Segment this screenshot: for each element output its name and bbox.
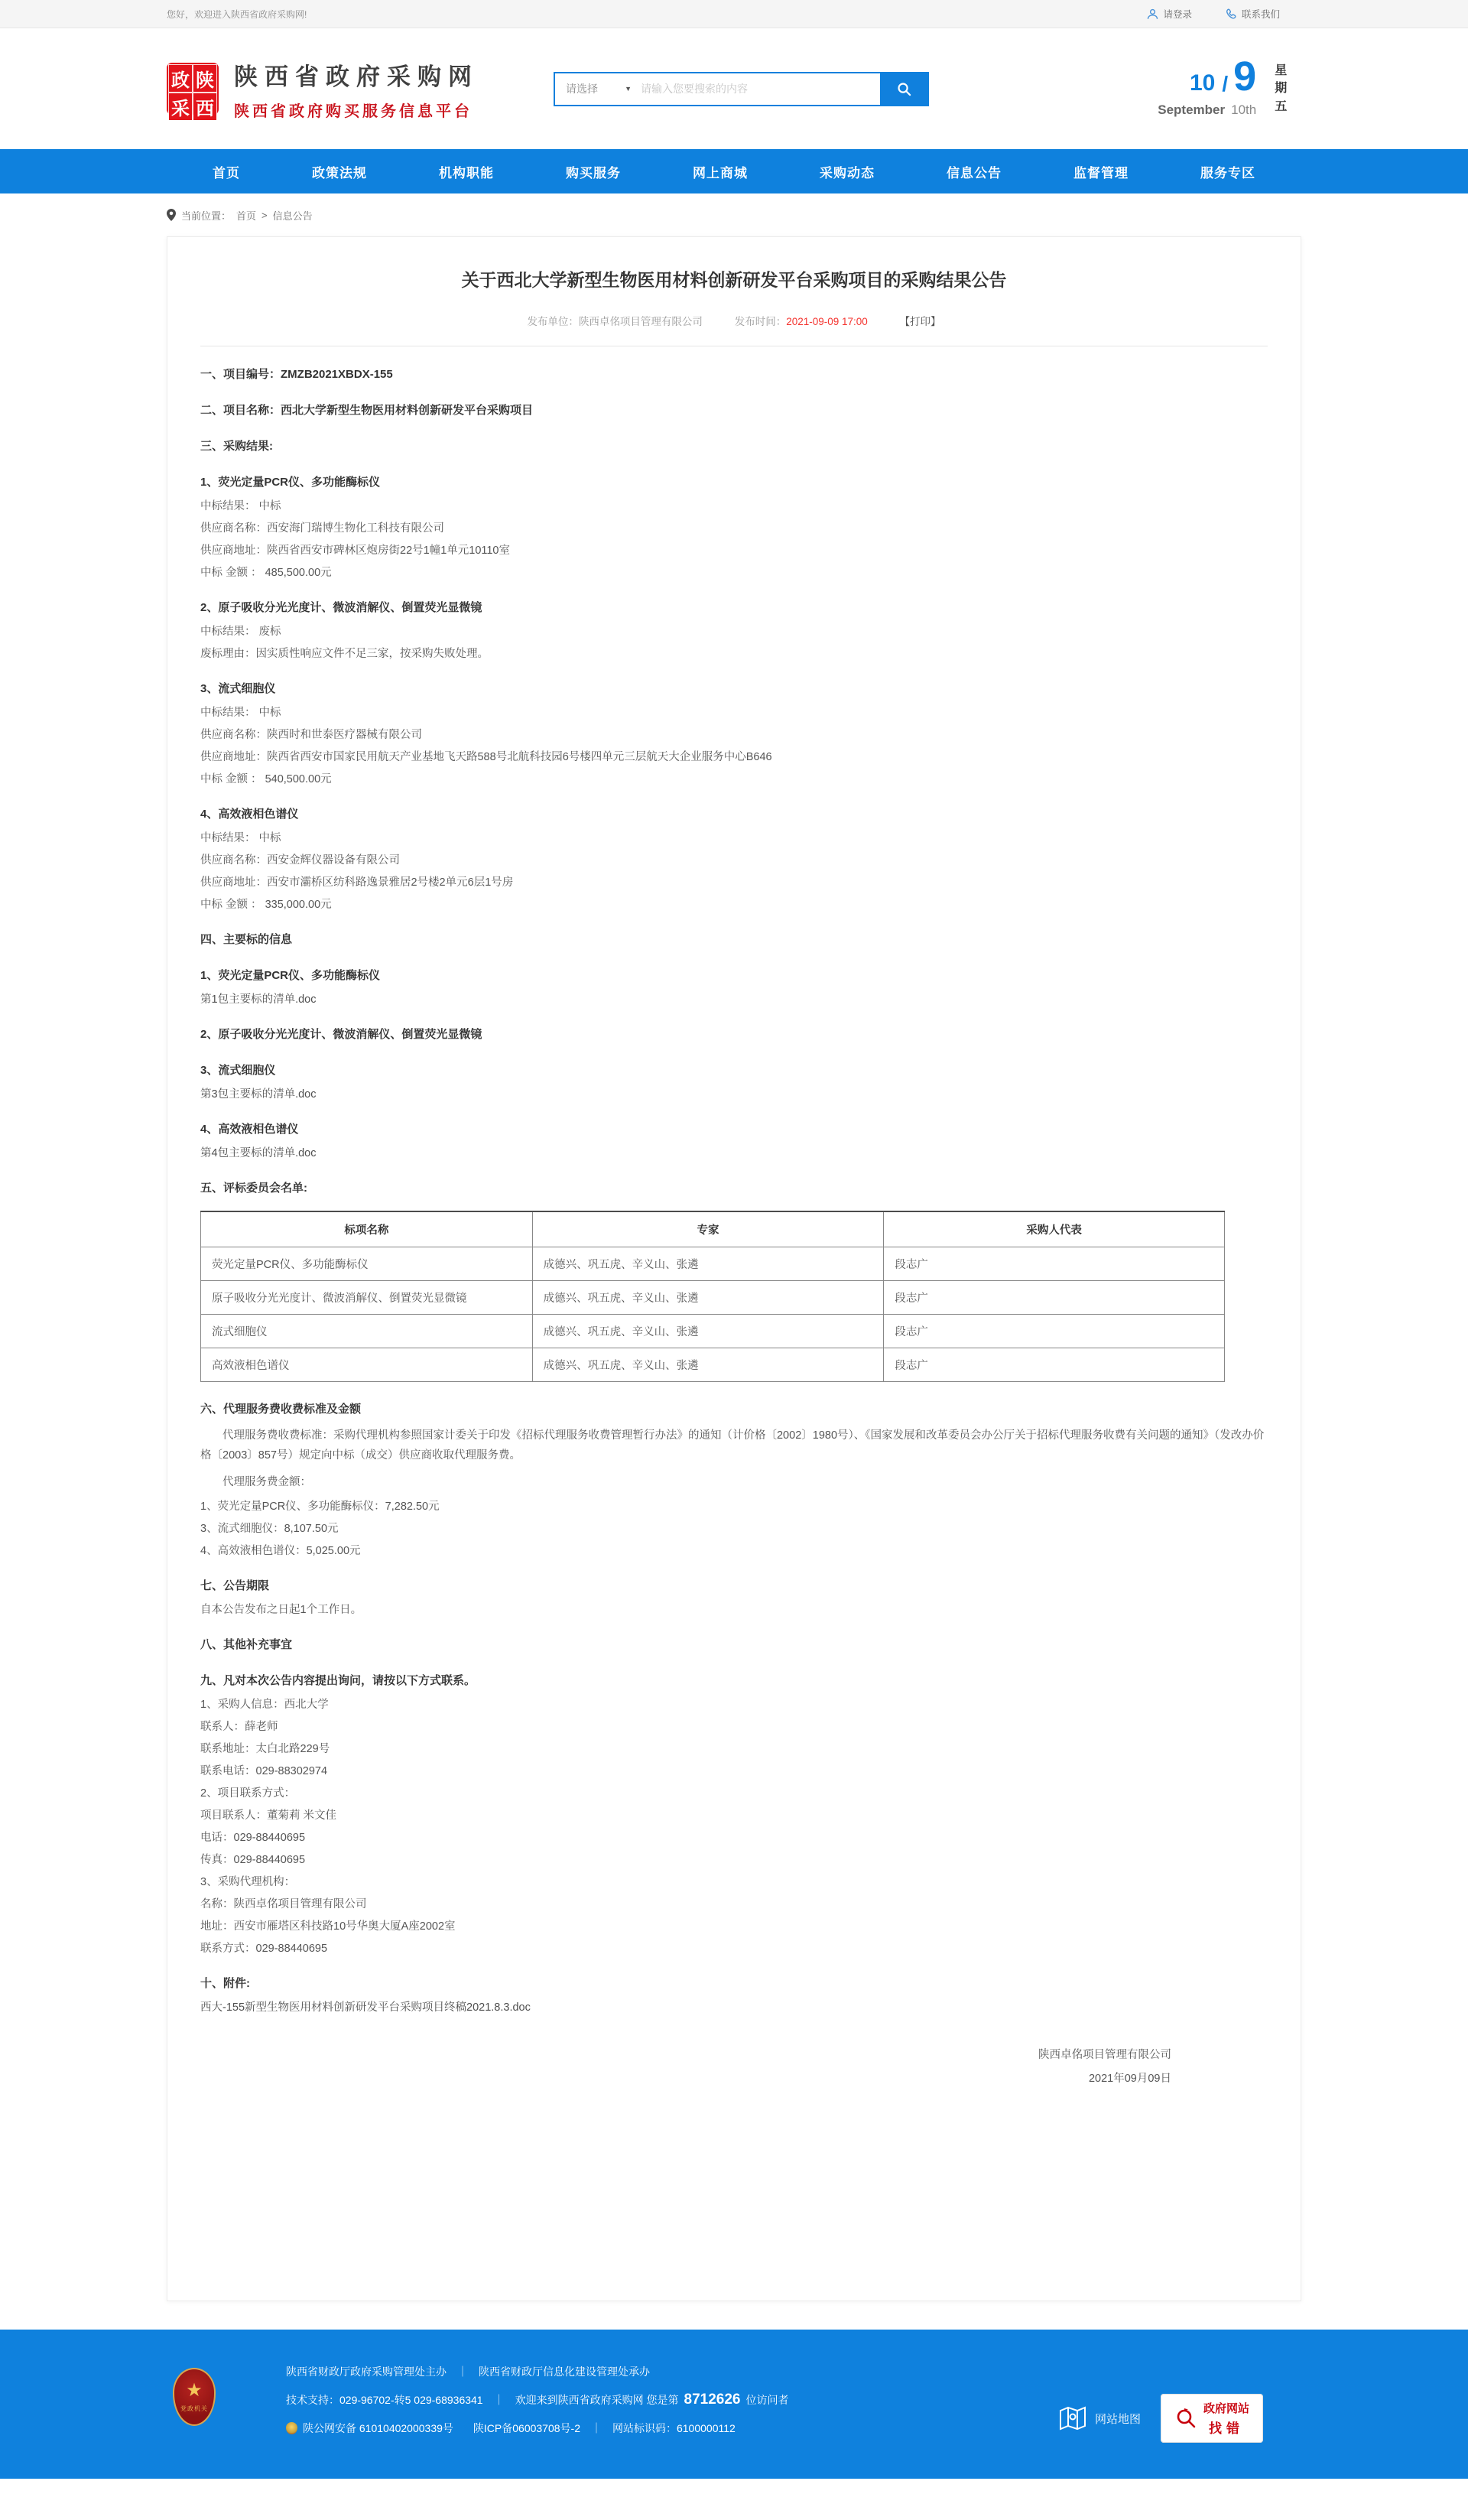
nav-item-4[interactable]: 网上商城 <box>693 165 748 180</box>
table-header-cell: 标项名称 <box>201 1211 533 1247</box>
announcement-card <box>167 236 1301 2301</box>
login-link[interactable] <box>1147 7 1192 21</box>
caret-down-icon: ▼ <box>625 85 632 93</box>
location-pin-icon <box>167 209 176 221</box>
site-code: 网站标识码：6100000112 <box>612 2422 736 2434</box>
footer-host: 陕西省财政厅政府采购管理处主办 <box>286 2366 447 2378</box>
section-heading: 1、荧光定量PCR仪、多功能酶标仪 <box>200 969 381 983</box>
breadcrumb-separator: > <box>261 209 268 221</box>
nav-item-7[interactable]: 监督管理 <box>1073 165 1129 180</box>
site-title: 陕西省政府采购网 <box>234 63 479 90</box>
publisher-value: 陕西卓佲项目管理有限公司 <box>578 316 703 328</box>
footer-support: 技术支持：029-96702-转5 029-68936341 <box>286 2394 483 2406</box>
body-line: 联系地址：太白北路229号 <box>200 1743 330 1756</box>
table-cell: 原子吸收分光光度计、微波消解仪、倒置荧光显微镜 <box>201 1281 533 1315</box>
login-label: 请登录 <box>1163 9 1192 20</box>
date-widget <box>1158 54 1288 118</box>
table-row <box>201 1281 1225 1315</box>
breadcrumb-label: 当前位置： <box>181 210 232 222</box>
footer-beian-line <box>286 2421 788 2435</box>
section-heading: 九、凡对本次公告内容提出询问，请按以下方式联系。 <box>200 1674 476 1688</box>
body-line: 代理服务费收费标准：采购代理机构参照国家计委关于印发《招标代理服务收费管理暂行办法》的通知（计价格〔2002〕1980号）、《国家发展和改革委员会办公厅关于招标代理服务收费有关问题的通知》（发改办价格〔2003〕857号）规定向中标（成交）供应商收取代理服务费。 <box>200 1429 1265 1462</box>
attachment-link[interactable]: 第1包主要标的清单.doc <box>200 993 317 1006</box>
breadcrumb-home[interactable]: 首页 <box>236 210 257 222</box>
date-month-name: September <box>1158 102 1226 117</box>
body-line: 供应商地址：西安市灞桥区纺科路逸景雅居2号楼2单元6层1号房 <box>200 876 514 889</box>
phone-icon <box>1226 8 1237 20</box>
table-cell: 段志广 <box>884 1281 1225 1315</box>
evaluation-committee-table <box>200 1211 1225 1382</box>
section-heading: 七、公告期限 <box>200 1579 270 1593</box>
nav-item-5[interactable]: 采购动态 <box>820 165 875 180</box>
table-cell: 段志广 <box>884 1247 1225 1281</box>
footer-welcome-suffix: 位访问者 <box>745 2394 789 2406</box>
section-heading: 1、荧光定量PCR仪、多功能酶标仪 <box>200 476 381 489</box>
contact-label: 联系我们 <box>1241 9 1280 20</box>
emblem-star-icon: ★ <box>186 2379 203 2401</box>
page-footer <box>0 2330 1468 2479</box>
body-line: 传真：029-88440695 <box>200 1854 306 1867</box>
table-cell: 段志广 <box>884 1348 1225 1382</box>
table-cell: 流式细胞仪 <box>201 1315 533 1348</box>
section-heading: 三、采购结果: <box>200 440 273 454</box>
table-row <box>201 1247 1225 1281</box>
body-line: 4、高效液相色谱仪：5,025.00元 <box>200 1545 361 1558</box>
table-cell: 成德兴、巩五虎、辛义山、张遴 <box>532 1247 884 1281</box>
date-slash: / <box>1222 71 1229 96</box>
body-line: 2、项目联系方式： <box>200 1787 296 1800</box>
search-icon <box>896 81 912 97</box>
table-cell: 荧光定量PCR仪、多功能酶标仪 <box>201 1247 533 1281</box>
nav-item-0[interactable]: 首页 <box>213 165 240 180</box>
section-heading: 4、高效液相色谱仪 <box>200 808 299 821</box>
body-line: 电话：029-88440695 <box>200 1832 306 1845</box>
publish-time-value: 2021-09-09 17:00 <box>786 316 868 328</box>
body-line: 1、采购人信息：西北大学 <box>200 1699 329 1712</box>
table-header-cell: 专家 <box>532 1211 884 1247</box>
body-line: 中标结果： 中标 <box>200 832 281 845</box>
body-line: 供应商地址：陕西省西安市碑林区炮房街22号1幢1单元10110室 <box>200 545 510 558</box>
site-subtitle: 陕西省政府购买服务信息平台 <box>234 102 473 120</box>
signature-company: 陕西卓佲项目管理有限公司 <box>1038 2049 1171 2062</box>
page-title: 关于西北大学新型生物医用材料创新研发平台采购项目的采购结果公告 <box>461 270 1007 290</box>
sitemap-label: 网站地图 <box>1094 2412 1141 2426</box>
table-header-cell: 采购人代表 <box>884 1211 1225 1247</box>
top-bar <box>0 0 1468 28</box>
section-heading: 十、附件: <box>200 1977 250 1991</box>
body-line: 中标结果： 中标 <box>200 707 281 720</box>
contact-link[interactable] <box>1226 7 1280 21</box>
print-button[interactable]: 【打印】 <box>899 316 941 328</box>
error-magnifier-icon <box>1174 2407 1197 2430</box>
footer-separator: ｜ <box>493 2394 505 2406</box>
section-heading: 一、项目编号：ZMZB2021XBDX-155 <box>200 368 393 382</box>
table-cell: 高效液相色谱仪 <box>201 1348 533 1382</box>
section-heading: 八、其他补充事宜 <box>200 1638 293 1652</box>
table-cell: 成德兴、巩五虎、辛义山、张遴 <box>532 1315 884 1348</box>
section-heading: 二、项目名称：西北大学新型生物医用材料创新研发平台采购项目 <box>200 404 534 418</box>
body-line: 废标理由：因实质性响应文件不足三家，按采购失败处理。 <box>200 648 489 661</box>
logo-char: 采 <box>169 93 192 120</box>
body-line: 供应商名称：西安海门瑞博生物化工科技有限公司 <box>200 522 444 535</box>
nav-item-3[interactable]: 购买服务 <box>566 165 621 180</box>
welcome-text: 您好，欢迎进入陕西省政府采购网! <box>167 8 307 20</box>
footer-welcome-prefix: 欢迎来到陕西省政府采购网 您是第 <box>515 2394 679 2406</box>
body-line: 中标 金额 ： 540,500.00元 <box>200 773 332 786</box>
body-line: 中标结果： 中标 <box>200 500 281 513</box>
search-input[interactable] <box>641 73 880 105</box>
section-heading: 3、流式细胞仪 <box>200 682 276 696</box>
body-line: 供应商地址：陕西省西安市国家民用航天产业基地飞天路588号北航科技园6号楼四单元三层航天大企业服务中心B646 <box>200 751 772 764</box>
body-line: 联系电话：029-88302974 <box>200 1765 328 1778</box>
section-heading: 2、原子吸收分光光度计、微波消解仪、倒置荧光显微镜 <box>200 1028 482 1042</box>
signature-block <box>200 2046 1268 2086</box>
date-weekday: 星期五 <box>1275 64 1288 113</box>
table-cell: 成德兴、巩五虎、辛义山、张遴 <box>532 1281 884 1315</box>
body-line: 项目联系人：董菊莉 米文佳 <box>200 1810 337 1823</box>
badge-line2: 找错 <box>1208 2421 1244 2436</box>
body-line: 自本公告发布之日起1个工作日。 <box>200 1604 362 1617</box>
date-month: 9 <box>1233 54 1257 100</box>
table-row <box>201 1315 1225 1348</box>
logo-char: 政 <box>169 65 192 92</box>
body-line: 地址：西安市雁塔区科技路10号华奥大厦A座2002室 <box>200 1920 456 1933</box>
body-line: 联系人：薛老师 <box>200 1721 278 1734</box>
body-line: 3、采购代理机构： <box>200 1876 296 1889</box>
nav-item-6[interactable]: 信息公告 <box>947 165 1002 180</box>
body-line: 联系方式：029-88440695 <box>200 1943 328 1956</box>
table-cell: 段志广 <box>884 1315 1225 1348</box>
footer-organizer: 陕西省财政厅信息化建设管理处承办 <box>479 2366 650 2378</box>
search-category-select[interactable] <box>555 73 641 105</box>
gov-site-error-report-badge[interactable] <box>1161 2394 1263 2443</box>
visitor-count: 8712626 <box>684 2392 741 2408</box>
footer-support-line <box>286 2393 788 2407</box>
main-nav <box>0 149 1468 193</box>
beian-police-link[interactable]: 陕公网安备 61010402000339号 <box>303 2422 453 2434</box>
footer-separator: ｜ <box>457 2366 468 2378</box>
body-line: 供应商名称：西安金辉仪器设备有限公司 <box>200 854 400 867</box>
publish-time-label: 发布时间： <box>734 316 787 328</box>
section-heading: 3、流式细胞仪 <box>200 1064 276 1078</box>
nav-item-2[interactable]: 机构职能 <box>439 165 494 180</box>
table-row <box>201 1348 1225 1382</box>
search-box <box>554 72 929 106</box>
body-line: 中标 金额 ： 335,000.00元 <box>200 899 332 912</box>
party-gov-emblem <box>173 2368 216 2426</box>
date-day: 10 <box>1190 70 1216 96</box>
sitemap-link[interactable] <box>1057 2403 1141 2434</box>
section-heading: 4、高效液相色谱仪 <box>200 1123 299 1136</box>
publisher-label: 发布单位： <box>527 316 579 328</box>
article-body <box>200 366 1268 2015</box>
body-line: 3、流式细胞仪：8,107.50元 <box>200 1523 339 1536</box>
user-icon <box>1147 8 1158 20</box>
section-heading: 六、代理服务费收费标准及金额 <box>200 1403 362 1416</box>
logo-char: 西 <box>193 93 216 120</box>
date-ordinal: 10th <box>1231 102 1257 117</box>
search-select-label: 请选择 <box>566 83 598 95</box>
attachment-link[interactable]: 西大-155新型生物医用材料创新研发平台采购项目终稿2021.8.3.doc <box>200 2001 531 2014</box>
breadcrumb <box>167 208 1301 223</box>
breadcrumb-current[interactable]: 信息公告 <box>272 210 313 222</box>
emblem-label: 党政机关 <box>180 2405 208 2412</box>
body-line: 代理服务费金额： <box>222 1476 311 1489</box>
body-line: 供应商名称：陕西时和世泰医疗器械有限公司 <box>200 729 422 742</box>
article-meta <box>200 313 1268 328</box>
badge-line1: 政府网站 <box>1203 2402 1249 2415</box>
section-heading: 五、评标委员会名单: <box>200 1182 307 1195</box>
body-line: 中标结果： 废标 <box>200 626 281 639</box>
footer-host-line <box>286 2365 788 2379</box>
site-logo[interactable] <box>167 63 219 119</box>
section-heading: 2、原子吸收分光光度计、微波消解仪、倒置荧光显微镜 <box>200 601 482 615</box>
site-header <box>0 28 1468 149</box>
attachment-link[interactable]: 第4包主要标的清单.doc <box>200 1147 317 1160</box>
search-button[interactable] <box>880 73 927 105</box>
footer-separator: ｜ <box>590 2422 602 2434</box>
signature-date: 2021年09月09日 <box>1088 2073 1171 2086</box>
body-line: 中标 金额 ： 485,500.00元 <box>200 567 332 580</box>
beian-icp-link[interactable]: 陕ICP备06003708号-2 <box>473 2422 580 2434</box>
table-cell: 成德兴、巩五虎、辛义山、张遴 <box>532 1348 884 1382</box>
nav-item-8[interactable]: 服务专区 <box>1200 165 1255 180</box>
attachment-link[interactable]: 第3包主要标的清单.doc <box>200 1088 317 1101</box>
logo-char: 陕 <box>193 65 216 92</box>
police-badge-icon <box>286 2422 297 2434</box>
section-heading: 四、主要标的信息 <box>200 933 293 947</box>
map-icon <box>1057 2403 1088 2434</box>
body-line: 1、荧光定量PCR仪、多功能酶标仪：7,282.50元 <box>200 1501 440 1514</box>
breadcrumb-bar <box>0 193 1468 236</box>
nav-item-1[interactable]: 政策法规 <box>312 165 367 180</box>
body-line: 名称：陕西卓佲项目管理有限公司 <box>200 1898 367 1911</box>
